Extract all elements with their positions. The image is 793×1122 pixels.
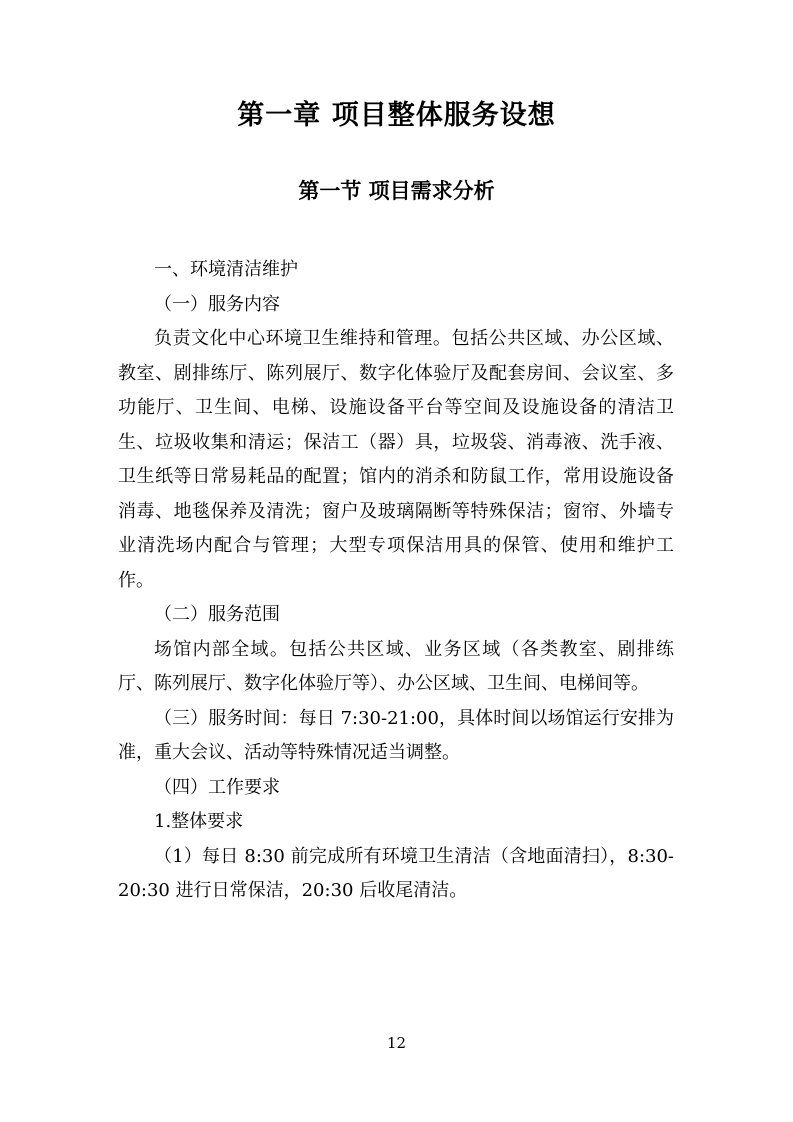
section-title: 第一节 项目需求分析	[298, 179, 495, 203]
paragraph-service-content: 负责文化中心环境卫生维持和管理。包括公共区域、办公区域、教室、剧排练厅、陈列展厅、数字化体验厅及配套房间、会议室、多功能厅、卫生间、电梯、设施设备平台等空间及设施设备的清洁卫生、垃圾收集和清运；保洁工（器）具，垃圾袋、消毒液、洗手液、卫生纸等日常易耗品的配置；馆内的消杀和防鼠工作，常用设施设备消毒、地毯保养及清洗；窗户及玻璃隔断等特殊保洁；窗帘、外墙专业清洗场内配合与管理；大型专项保洁用具的保管、使用和维护工作。	[118, 328, 674, 591]
subheading-service-scope: （二）服务范围	[154, 604, 280, 625]
subheading-service-content: （一）服务内容	[154, 293, 280, 315]
page-number: 12	[386, 1034, 407, 1052]
paragraph-requirement-1: （1）每日 8:30 前完成所有环境卫生清洁（含地面清扫），8:30-20:30 进行日常保洁，20:30 后收尾清洁。	[118, 845, 674, 901]
body-text	[118, 253, 674, 909]
paragraph-service-scope: 场馆内部全域。包括公共区域、业务区域（各类教室、剧排练厅、陈列展厅、数字化体验厅等）、办公区域、卫生间、电梯间等。	[118, 638, 674, 694]
subheading-overall-requirements: 1.整体要求	[154, 811, 244, 832]
heading-environment-cleaning: 一、环境清洁维护	[154, 259, 298, 280]
subheading-work-requirements: （四）工作要求	[154, 776, 280, 798]
chapter-title: 第一章 项目整体服务设想	[237, 100, 556, 131]
paragraph-service-time: （三）服务时间：每日 7:30-21:00，具体时间以场馆运行安排为准，重大会议、活动等特殊情况适当调整。	[118, 707, 674, 763]
